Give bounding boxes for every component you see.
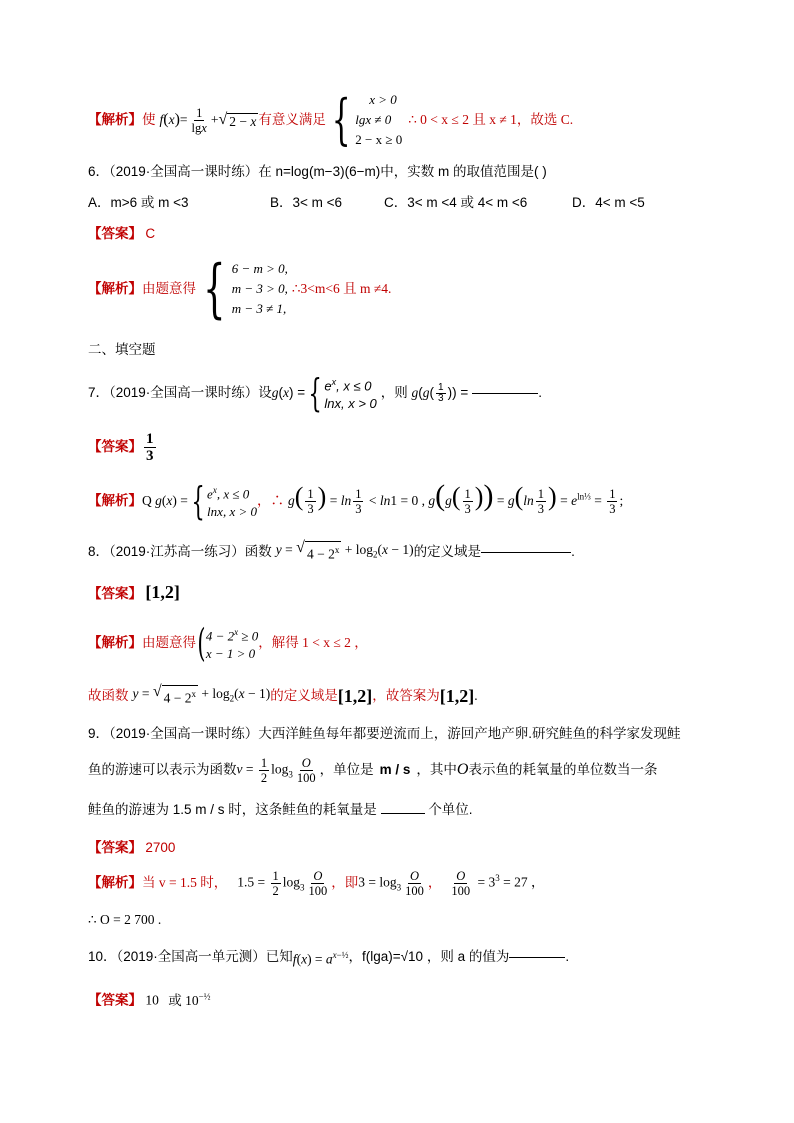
q5-system-row: lgx ≠ 0 — [355, 112, 392, 127]
q6-option-a: A．m>6 或 m <3 — [88, 195, 189, 210]
q10-answer-b: 或 — [168, 992, 182, 1008]
q5-conclusion: ∴ 0 < x ≤ 2 且 x ≠ 1 — [408, 112, 517, 127]
q6-system-row: 6 − m > 0, — [231, 261, 288, 276]
q9-line1: 9．（2019·全国高一课时练）大西洋鲑鱼每年都要逆流而上，游回产地产卵.研究鲑鱼的科学家发现鲑 — [88, 726, 681, 741]
q5-end: ，故选 C. — [516, 112, 574, 127]
q6-system: { 6 − m > 0, m − 3 > 0, m − 3 ≠ 1, — [203, 252, 288, 326]
q7-system-row: lnx, x > 0 — [324, 395, 377, 411]
daan-label: 【答案】 — [88, 586, 142, 601]
q8-line2-a: 故函数 — [88, 688, 129, 703]
q6-system-row: m − 3 ≠ 1, — [231, 301, 287, 316]
q8-line2-interval: [1,2] — [337, 686, 373, 706]
q10-stem-b: ，f(lga)=√10 ，则 a 的值为 — [348, 949, 510, 964]
q6-system-row: m − 3 > 0, — [231, 281, 288, 296]
q9-line3 — [88, 800, 734, 820]
q6-conclusion: ∴3<m<6 且 m ≠4. — [291, 281, 392, 296]
daan-label: 【答案】 — [88, 226, 142, 241]
q6-jiexi — [88, 252, 734, 326]
q9-answer-value: 2700 — [145, 840, 176, 855]
q9-unit: m / s — [379, 762, 411, 777]
q9-jiexi-c: ， — [427, 875, 442, 890]
q8-jiexi-line2: 故函数 y = √ $4 - 2^x$ + $\log_2(x - 1)$ 的定义域是 [1,2] ，故答案为 [1,2] . — [88, 683, 478, 706]
q5-system-row: 2 − x ≥ 0 — [355, 132, 403, 147]
q5-sqrt: √ 2 − x — [218, 110, 257, 129]
q9-line2-b: ，单位是 — [319, 762, 374, 777]
q9-answer — [88, 838, 734, 858]
q9-line2-c: ，其中 — [416, 762, 457, 777]
q9-line2-a: 鱼的游速可以表示为函数 — [88, 762, 237, 777]
jiexi-label: 【解析】 — [88, 635, 142, 650]
q5-function: f — [159, 112, 164, 127]
q9-line3-text: 鲑鱼的游速为 1.5 m / s 时，这条鲑鱼的耗氧量是 — [88, 802, 377, 817]
q8-system-row: $4 - 2^x \ge 0$ — [205, 627, 259, 644]
jiexi-label: 【解析】 — [88, 112, 142, 127]
q10-answer: 【答案】 10 或 $10^{-\frac{1}{2}}$ — [88, 991, 211, 1008]
q5-jiexi-text: 使 — [142, 112, 156, 127]
q9-line2-d: 表示鱼的耗氧量的单位数当一条 — [468, 762, 658, 777]
q6-option-b: B．3< m <6 — [270, 195, 343, 210]
q10-stem-a: 10．（2019·全国高一单元测）已知 — [88, 949, 293, 964]
q8-line2-interval-2: [1,2] — [439, 686, 475, 706]
q9-jiexi: 【解析】 当 v = 1.5 时， 1.5 = $\frac{1}{2}$ $\log_3$ $\frac{O}{100}$ ，即 $3 = \log_3$ $\frac{O}{100}$ ， $\frac{O}{100}$ = $3^3 = 27$ ， — [88, 868, 545, 898]
q9-line3-end: 个单位. — [428, 802, 473, 817]
q9-blank — [381, 813, 425, 814]
q8-stem: 8．（2019·江苏高一练习）函数 y = √ $4 - 2^x$ + $\log_2(x - 1)$ 的定义域是 . — [88, 539, 575, 562]
q5-fraction: $\frac{1}{\lg x}$ — [191, 105, 207, 135]
q7-jiexi: 【解析】 Q g(x) = { $e^x$, x ≤ 0 lnx, x > 0 ，∴ g( $\frac{1}{3}$ ) = ln $\frac{1}{3}$ < ln1 = 0 , g(g( $\frac{1}{3}$ )) = g(ln $\frac{1}{3}$ ) = $e^{ln\frac{1}{3}}$ = $\frac{1}{3}$ ; — [88, 478, 624, 523]
q5-jiexi-text-2: 有意义满足 — [258, 112, 326, 127]
q10-answer-a: 10 — [145, 992, 159, 1008]
daan-label: 【答案】 — [88, 439, 142, 454]
q6-stem: 6．（2019·全国高一课时练）在 n=log(m−3)(6−m)中，实数 m 的取值范围是( ) — [88, 164, 547, 179]
jiexi-label: 【解析】 — [88, 875, 142, 890]
q7-blank — [472, 393, 538, 394]
q8-answer — [88, 582, 734, 604]
q7-answer-value: $\frac{1}{3}$ — [146, 430, 154, 464]
daan-label: 【答案】 — [88, 840, 142, 855]
q6-jiexi-text: 由题意得 — [142, 281, 196, 296]
section-title: 二、填空题 — [88, 342, 156, 357]
q5-system: { x > 0 lgx ≠ 0 2 − x ≥ 0 — [331, 88, 403, 151]
q7-jiexi-system: { $e^x$, x ≤ 0 lnx, x > 0 — [191, 479, 257, 523]
q9-line2: 鱼的游速可以表示为函数 v = $\frac{1}{2}$ $\log_3$ $\frac{O}{100}$ ，单位是 m / s ，其中 O 表示鱼的耗氧量的单位数当一条 — [88, 755, 658, 785]
q8-jiexi — [88, 620, 734, 666]
q8-blank — [481, 552, 571, 553]
q7-system: { $e^x$, x ≤ 0 lnx, x > 0 — [308, 371, 377, 415]
q7-system-row: $e^x$, x ≤ 0 — [324, 377, 372, 394]
q7-stem: 7．（2019·全国高一课时练）设 g ( x ) = { $e^x$, x ≤ 0 lnx, x > 0 ，则 g(g( $\frac{1}{3}$ )) = . — [88, 371, 543, 415]
q9-jiexi-b: ，即 — [331, 875, 359, 890]
q7-stem-prefix: 7．（2019·全国高一课时练）设 — [88, 385, 272, 400]
q10-blank — [509, 957, 565, 958]
q10-stem: 10．（2019·全国高一单元测）已知 $f(x) = a^{x-\frac{1}{2}}$ ，f(lga)=√10 ，则 a 的值为 . — [88, 949, 570, 967]
q6-option-d: D．4< m <5 — [572, 195, 645, 210]
q8-jiexi-end: ，解得 1 < x ≤ 2 ， — [258, 635, 368, 650]
q5-system-row: x > 0 — [369, 92, 397, 107]
q6-answer-value: C — [145, 226, 156, 241]
q8-system: ( $4 - 2^x \ge 0$ x − 1 > 0 — [197, 621, 259, 665]
q9-jiexi-a: 当 v = 1.5 时， — [142, 875, 228, 890]
jiexi-label: 【解析】 — [88, 493, 142, 508]
q5-jiexi: 【解析】 使 f ( x ) = $\frac{1}{\lg x}$ + √ 2 − x 有意义满足 { x > 0 lgx ≠ 0 2 − x ≥ 0 ∴ 0 < x ≤ 2 且 x ≠ 1 ，故选 C. — [88, 88, 574, 151]
q8-line2-c: ，故答案为 — [372, 688, 440, 703]
q6-answer — [88, 224, 734, 244]
q7-answer — [88, 428, 734, 466]
q8-system-row: x − 1 > 0 — [205, 645, 256, 661]
jiexi-label: 【解析】 — [88, 281, 142, 296]
q8-jiexi-text: 由题意得 — [142, 635, 196, 650]
q8-line2-b: 的定义域是 — [270, 688, 338, 703]
q8-answer-value: [1,2] — [145, 582, 180, 602]
q9-therefore: ∴ O = 2 700 . — [88, 912, 162, 927]
q6-option-c: C．3< m <4 或 4< m <6 — [384, 195, 528, 210]
daan-label: 【答案】 — [88, 992, 142, 1008]
